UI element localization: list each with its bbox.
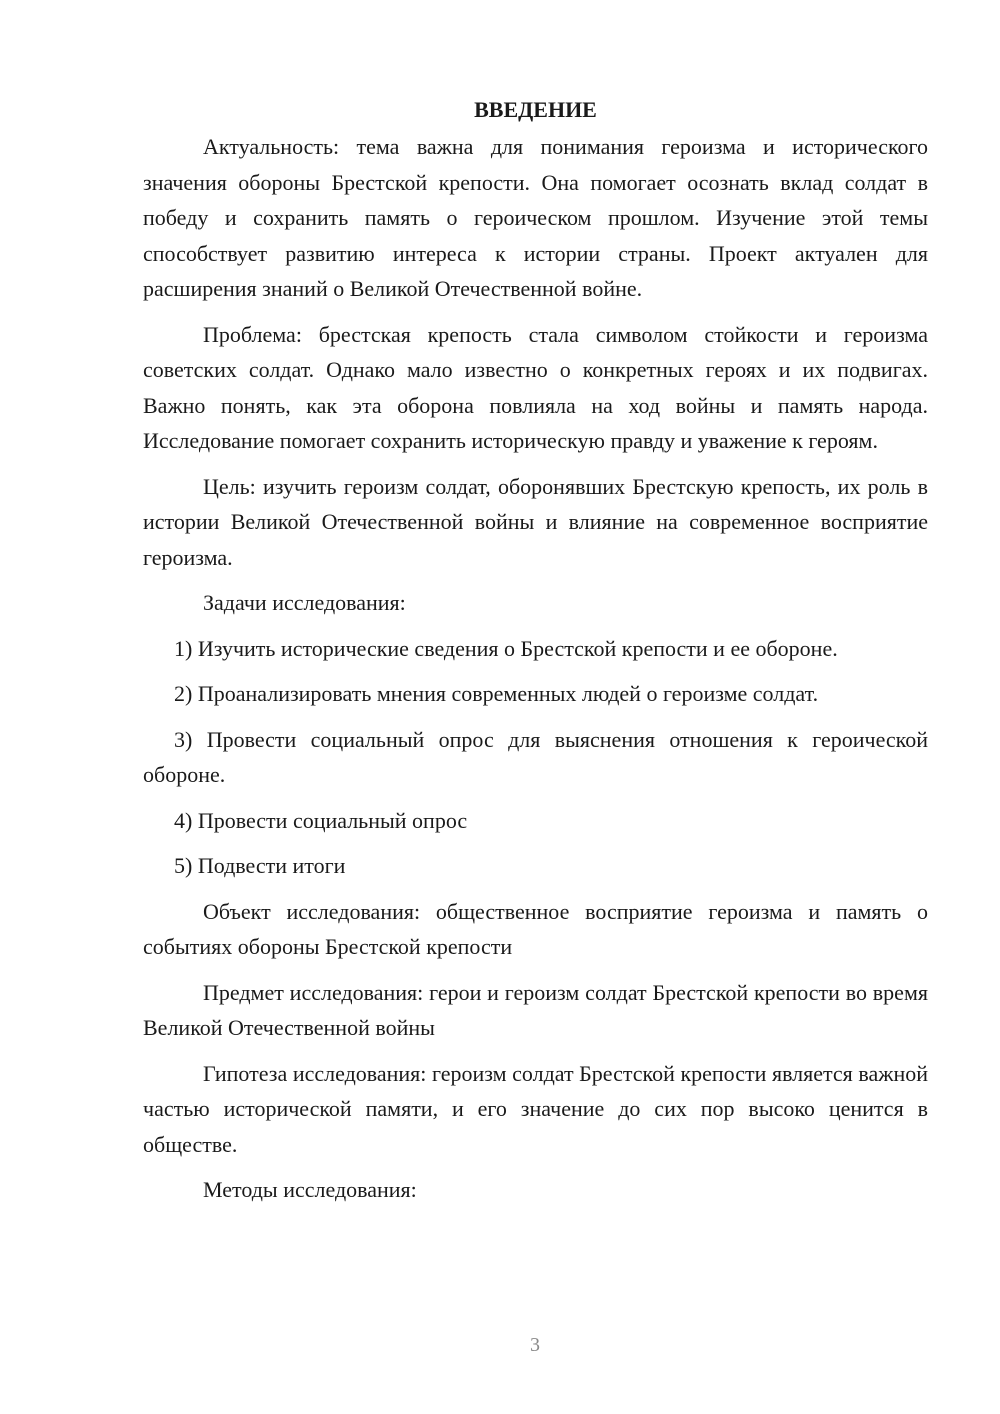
goal-paragraph: Цель: изучить героизм солдат, оборонявших Брестскую крепость, их роль в истории Великой Отечественной войны и влияние на современное восприятие героизма. bbox=[143, 473, 928, 570]
methods-heading: Методы исследования: bbox=[203, 1177, 417, 1202]
task-item-1: 1) Изучить исторические сведения о Брестской крепости и ее обороне. bbox=[174, 635, 838, 661]
section-title: ВВЕДЕНИЕ bbox=[474, 97, 597, 122]
hypothesis-paragraph: Гипотеза исследования: героизм солдат Брестской крепости является важной частью исторической памяти, и его значение до сих пор высоко ценится в обществе. bbox=[143, 1060, 928, 1157]
subject-paragraph: Предмет исследования: герои и героизм солдат Брестской крепости во время Великой Отечественной войны bbox=[143, 979, 928, 1040]
relevance-paragraph: Актуальность: тема важна для понимания героизма и исторического значения обороны Брестской крепости. Она помогает осознать вклад солдат в победу и сохранить память о героическом прошлом. Изучение этой темы способствует развитию интереса к истории страны. Проект актуален для расширения знаний о Великой Отечественной войне. bbox=[143, 134, 928, 301]
object-paragraph: Объект исследования: общественное восприятие героизма и память о событиях обороны Брестской крепости bbox=[143, 898, 928, 959]
task-item-5: 5) Подвести итоги bbox=[174, 853, 346, 878]
document-page bbox=[143, 92, 928, 1218]
task-item-3: 3) Провести социальный опрос для выяснения отношения к героической обороне. bbox=[143, 726, 928, 787]
page-number: 3 bbox=[530, 1334, 540, 1356]
task-item-4: 4) Провести социальный опрос bbox=[174, 807, 468, 833]
problem-paragraph: Проблема: брестская крепость стала символом стойкости и героизма советских солдат. Однако мало известно о конкретных героях и их подвигах. Важно понять, как эта оборона повлияла на ход войны и память народа. Исследование помогает сохранить историческую правду и уважение к героям. bbox=[143, 321, 928, 453]
tasks-heading: Задачи исследования: bbox=[203, 590, 406, 615]
task-item-2: 2) Проанализировать мнения современных людей о героизме солдат. bbox=[174, 681, 819, 706]
